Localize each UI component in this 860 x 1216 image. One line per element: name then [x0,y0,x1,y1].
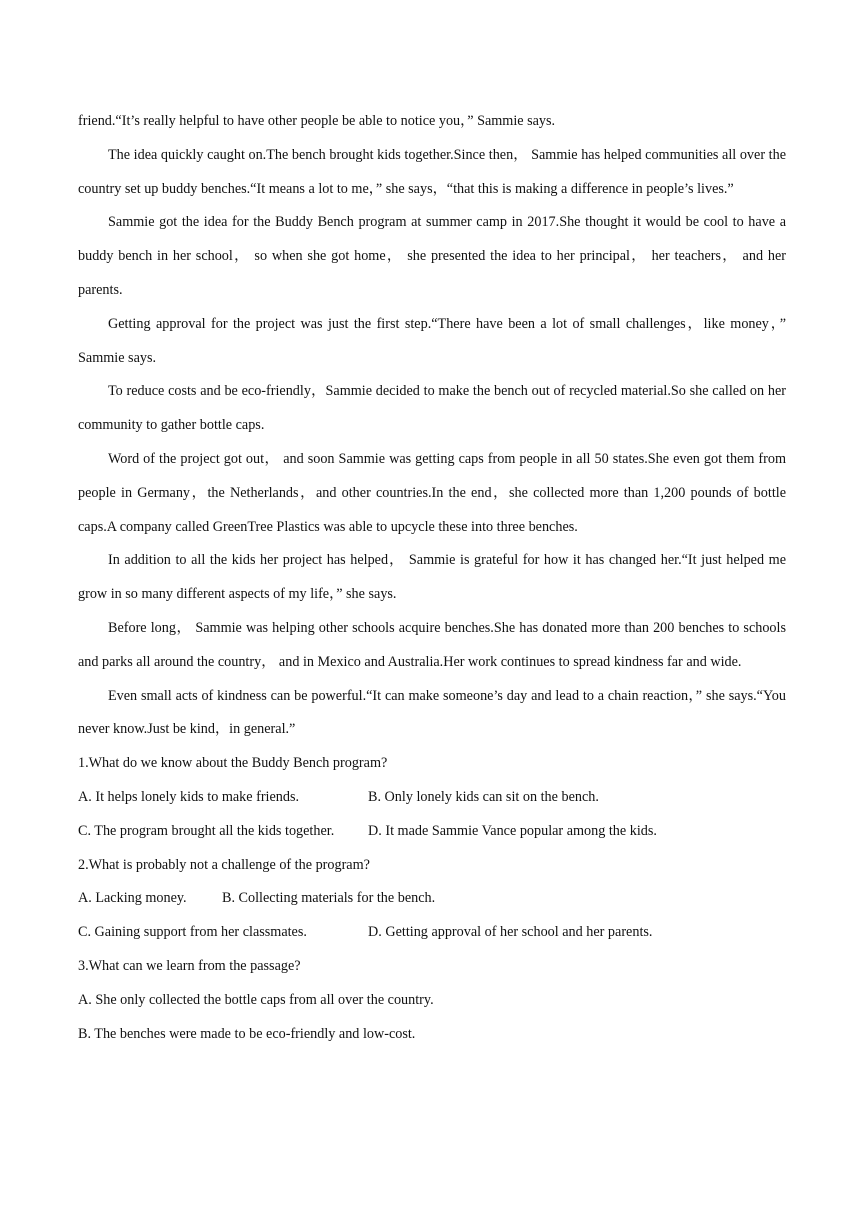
question-1-option-b: B. Only lonely kids can sit on the bench. [368,788,599,805]
question-1-stem: 1.What do we know about the Buddy Bench program? [78,755,388,772]
paragraph-grateful: In addition to all the kids her project has helped， Sammie is grateful for how it has changed her.“It just helped me grow in so many different aspects of my life，” she says. [78,552,786,603]
document-body [78,105,786,1051]
question-1-option-a: A. It helps lonely kids to make friends. [78,788,300,805]
paragraph-reduce-costs: To reduce costs and be eco-friendly，Sammie decided to make the bench out of recycled material.So she called on her community to gather bottle caps. [78,383,786,434]
question-1-option-d: D. It made Sammie Vance popular among the kids. [368,822,657,839]
paragraph-idea-caught-on: The idea quickly caught on.The bench brought kids together.Since then， Sammie has helped communities all over the country set up buddy benches.“It means a lot to me，” she says，“that this is making a difference in people’s lives.” [78,146,786,197]
question-2-option-b: B. Collecting materials for the bench. [222,890,436,907]
paragraph-approval: Getting approval for the project was just the first step.“There have been a lot of small challenges，like money，” Sammie says. [78,315,786,366]
question-1-option-c: C. The program brought all the kids together. [78,822,335,839]
question-2-option-c: C. Gaining support from her classmates. [78,924,307,941]
paragraph-donations: Before long， Sammie was helping other schools acquire benches.She has donated more than 200 benches to schools and parks all around the country， and in Mexico and Australia.Her work continues to spread kindness far and wide. [78,619,786,670]
question-3-option-b: B. The benches were made to be eco-friendly and low-cost. [78,1025,416,1042]
paragraph-bottle-caps: Word of the project got out， and soon Sammie was getting caps from people in all 50 states.She even got them from people in Germany，the Netherlands，and other countries.In the end，she collected more than 1,200 pounds of bottle caps.A company called GreenTree Plastics was able to upcycle these into three benches. [78,450,786,535]
question-1-options-row-1 [78,781,786,815]
question-3-option-a: A. She only collected the bottle caps from all over the country. [78,991,434,1008]
question-2-option-d: D. Getting approval of her school and her parents. [368,924,653,941]
question-2-options-row-1 [78,882,786,916]
question-2-options-row-2 [78,916,786,950]
question-1-options-row-2 [78,815,786,849]
paragraph-kindness: Even small acts of kindness can be powerful.“It can make someone’s day and lead to a chain reaction，” she says.“You never know.Just be kind，in general.” [78,687,786,738]
question-2-stem: 2.What is probably not a challenge of the program? [78,856,370,873]
passage-continuation: friend.“It’s really helpful to have other people be able to notice you，” Sammie says. [78,113,556,129]
question-2-option-a: A. Lacking money. [78,890,187,907]
question-3-stem: 3.What can we learn from the passage? [78,957,301,974]
paragraph-summer-camp: Sammie got the idea for the Buddy Bench program at summer camp in 2017.She thought it would be cool to have a buddy bench in her school， so when she got home， she presented the idea to her principal， her teachers， and her parents. [78,214,786,298]
